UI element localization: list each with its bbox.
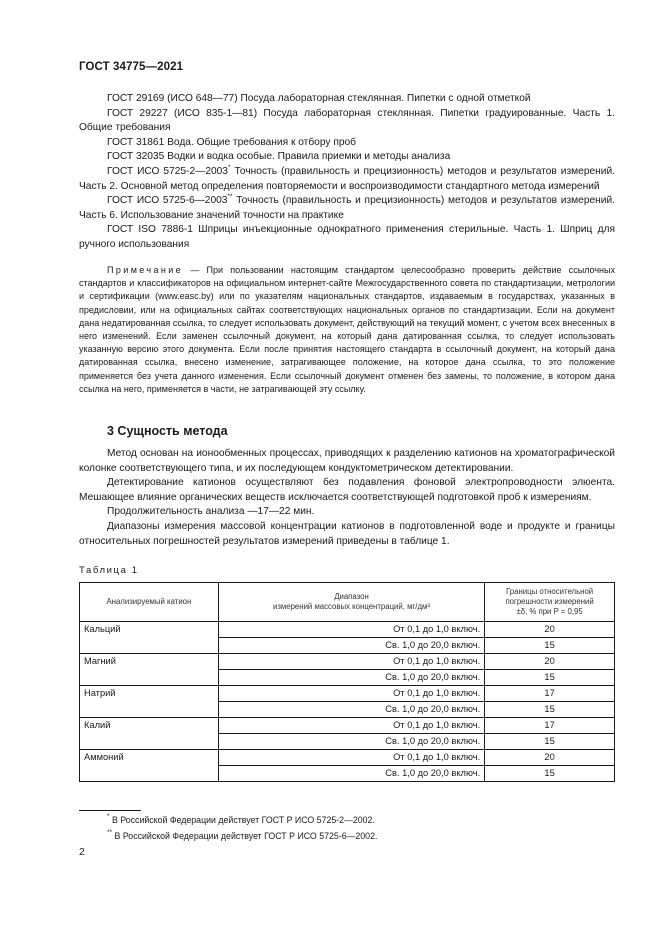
reference-item: ГОСТ 32035 Водки и водка особые. Правила приемки и методы анализа <box>107 151 451 163</box>
document-header: ГОСТ 34775—2021 <box>79 61 184 73</box>
section-title: 3 Сущность метода <box>107 424 228 438</box>
error-cell: 15 <box>485 638 615 654</box>
table-row <box>80 622 615 638</box>
header-range <box>218 583 484 622</box>
table-row <box>80 750 615 766</box>
error-cell: 17 <box>485 718 615 734</box>
header-error-line: Границы относительной <box>506 587 594 596</box>
footnote <box>107 828 377 844</box>
footnotes <box>107 812 377 844</box>
range-cell: От 0,1 до 1,0 включ. <box>218 686 484 702</box>
footnote-text: В Российской Федерации действует ГОСТ Р ИСО 5725-2—2002. <box>109 815 375 825</box>
footnote-divider <box>79 810 141 811</box>
cation-ranges-table <box>79 582 615 782</box>
range-cell: Св. 1,0 до 20,0 включ. <box>218 638 484 654</box>
range-cell: От 0,1 до 1,0 включ. <box>218 718 484 734</box>
cation-cell: Калий <box>80 718 219 750</box>
reference-item: ГОСТ 29227 (ИСО 835-1—81) Посуда лабораторная стеклянная. Пипетки градуированные. Часть 1. Общие требования <box>79 107 615 134</box>
reference-item: ГОСТ 31861 Вода. Общие требования к отбору проб <box>107 136 356 148</box>
reference-title: Точность (правильность и прецизионность) методов и результатов измерений. Часть 2. Основной метод определения повторяемости и воспроизводимости стандартного метода измерений <box>79 165 615 192</box>
header-cation: Анализируемый катион <box>80 583 219 622</box>
error-cell: 20 <box>485 750 615 766</box>
cation-cell: Магний <box>80 654 219 686</box>
range-cell: Св. 1,0 до 20,0 включ. <box>218 670 484 686</box>
header-range-line: Диапазон <box>334 592 369 601</box>
reference-item <box>79 194 615 223</box>
table-row <box>80 654 615 670</box>
footnote-text: В Российской Федерации действует ГОСТ Р ИСО 5725-6—2002. <box>112 831 378 841</box>
error-cell: 20 <box>485 622 615 638</box>
normative-references-list <box>79 92 615 253</box>
table-caption: Таблица 1 <box>79 565 139 576</box>
error-cell: 15 <box>485 702 615 718</box>
reference-code: ГОСТ ИСО 5725-2—2003 <box>107 165 228 177</box>
footnote-marker: * <box>227 163 231 171</box>
error-cell: 15 <box>485 766 615 782</box>
header-range-line: измерений массовых концентраций, мг/дм³ <box>272 602 430 611</box>
error-cell: 17 <box>485 686 615 702</box>
footnote-marker: * <box>107 813 110 821</box>
range-cell: Св. 1,0 до 20,0 включ. <box>218 702 484 718</box>
reference-item: ГОСТ 29169 (ИСО 648—77) Посуда лабораторная стеклянная. Пипетки с одной отметкой <box>107 93 531 104</box>
reference-item: ГОСТ ISO 7886-1 Шприцы инъекционные однократного применения стерильные. Часть 1. Шприц для ручного использования <box>79 224 615 250</box>
reference-title: Точность (правильность и прецизионность) методов и результатов измерений. Часть 6. Использование значений точности на практике <box>79 195 615 221</box>
range-cell: Св. 1,0 до 20,0 включ. <box>218 766 484 782</box>
note-block <box>79 264 615 396</box>
cation-cell: Аммоний <box>80 750 219 782</box>
reference-item <box>79 165 615 194</box>
header-error-line: ±δ, % при P = 0,95 <box>516 607 583 616</box>
table-header-row <box>80 583 615 622</box>
note-label: Примечание <box>107 265 184 275</box>
range-cell: Св. 1,0 до 20,0 включ. <box>218 734 484 750</box>
table-row <box>80 718 615 734</box>
error-cell: 20 <box>485 654 615 670</box>
footnote <box>107 812 377 828</box>
note-text: — При пользовании настоящим стандартом целесообразно проверить действие ссылочных стандартов и классификаторов на официальном интернет-сайте Межгосударственного совета по стандартизации, метрологии и сертификации (www.easc.by) или по указателям национальных стандартов, издаваемым в государствах, указанных в предисловии, или на официальных сайтах соответствующих национальных органов по стандартизации. Если на документ дана недатированная ссылка, то следует использовать документ, действующий на текущий момент, с учетом всех внесенных в него изменений. Если заменен ссылочный документ, на который дана датированная ссылка, то следует использовать указанную версию этого документа. Если после принятия настоящего стандарта в ссылочный документ, на который дана датированная ссылка, внесено изменение, затрагивающее положение, на которое дана ссылка, то это положение применяется без учета данного изменения. Если ссылочный документ отменен без замены, то положение, в котором дана ссылка на него, применяется в части, не затрагивающей эту ссылку. <box>79 265 615 394</box>
footnote-marker: ** <box>227 192 233 200</box>
cation-cell: Кальций <box>80 622 219 654</box>
header-error <box>485 583 615 622</box>
range-cell: От 0,1 до 1,0 включ. <box>218 750 484 766</box>
section-body <box>79 447 615 549</box>
footnote-marker: ** <box>107 829 113 837</box>
body-paragraph: Детектирование катионов осуществляют без подавления фоновой электропроводности элюента. Мешающее влияние органических веществ исключается соответствующей подготовкой проб к измерениям. <box>79 477 615 503</box>
page-number: 2 <box>79 846 85 858</box>
table-row <box>80 686 615 702</box>
body-paragraph: Продолжительность анализа —17—22 мин. <box>107 506 315 518</box>
range-cell: От 0,1 до 1,0 включ. <box>218 622 484 638</box>
range-cell: От 0,1 до 1,0 включ. <box>218 654 484 670</box>
reference-code: ГОСТ ИСО 5725-6—2003 <box>107 195 228 207</box>
error-cell: 15 <box>485 734 615 750</box>
body-paragraph: Метод основан на ионообменных процессах, приводящих к разделению катионов на хроматографической колонке соответствующего типа, и их последующем кондуктометрическом детектировании. <box>79 448 615 474</box>
header-error-line: погрешности измерений <box>505 597 594 606</box>
cation-cell: Натрий <box>80 686 219 718</box>
body-paragraph: Диапазоны измерения массовой концентрации катионов в подготовленной воде и продукте и границы относительных погрешностей результатов измерений приведены в таблице 1. <box>79 520 615 547</box>
error-cell: 15 <box>485 670 615 686</box>
